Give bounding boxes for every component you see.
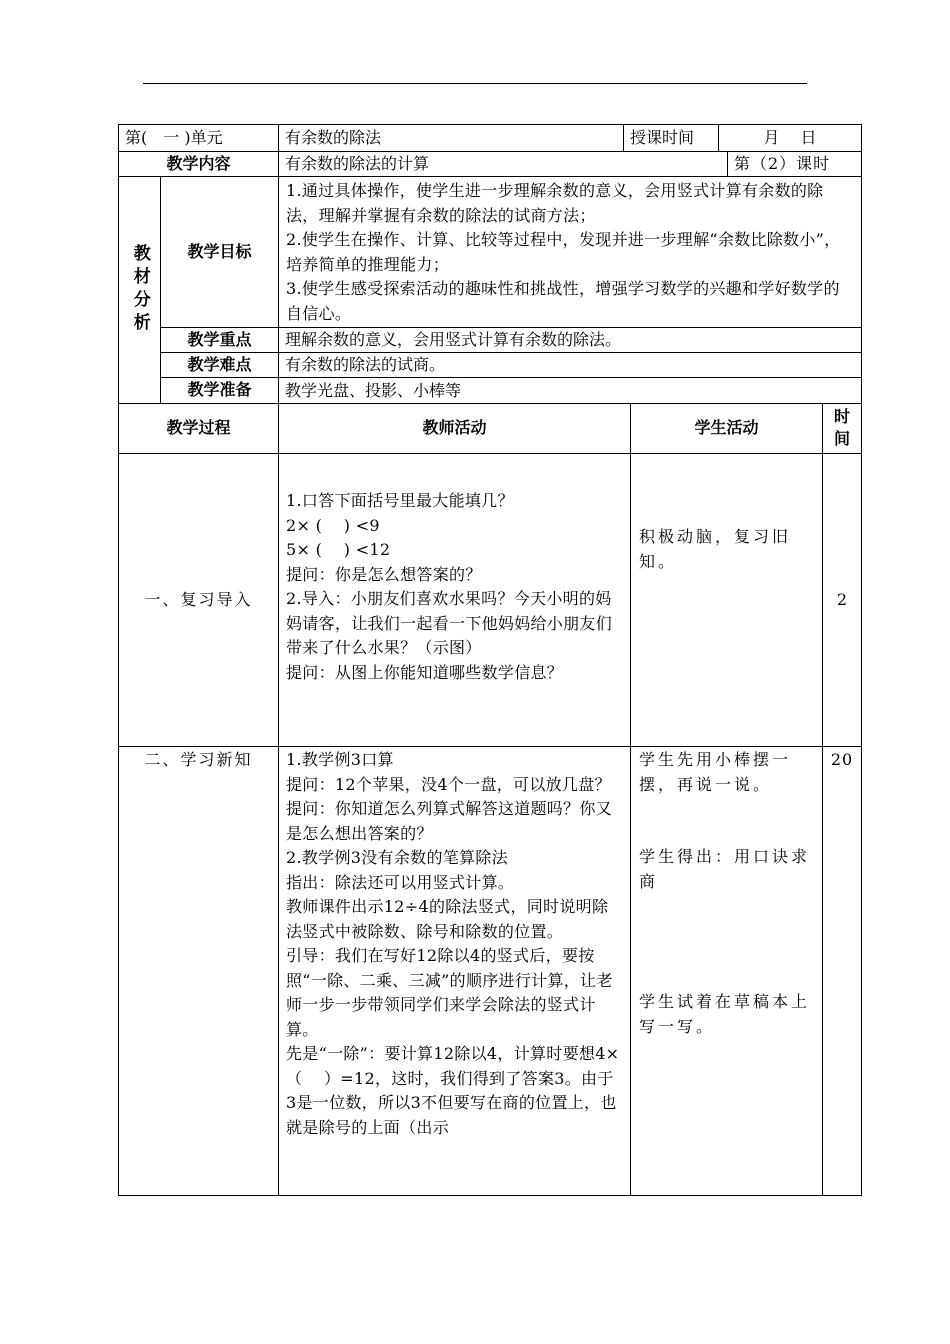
review-line-5: 2.导入：小朋友们喜欢水果吗？今天小明的妈妈请客，让我们一起看一下他妈妈给小朋友们带来了什么水果？（示图） bbox=[286, 589, 613, 657]
key-value: 理解余数的意义，会用竖式计算有余数的除法。 bbox=[278, 327, 862, 353]
time-header-text: 时间 bbox=[834, 407, 851, 448]
content-label: 教学内容 bbox=[118, 151, 279, 177]
review-line-3: 5× ( ) <12 bbox=[286, 540, 391, 559]
review-line-2: 2× ( ) <9 bbox=[286, 515, 380, 535]
goals-label: 教学目标 bbox=[160, 176, 279, 328]
header-rule bbox=[143, 83, 807, 84]
unit-cell: 第( 一 )单元 bbox=[118, 124, 279, 152]
goal-3: 3.使学生感受探索活动的趣味性和挑战性，增强学习数学的兴趣和学好数学的自信心。 bbox=[286, 279, 840, 323]
period-cell: 第（2）课时 bbox=[727, 151, 862, 177]
time-new: 20 bbox=[822, 746, 862, 1196]
student-activity-review bbox=[630, 453, 823, 747]
goal-1: 1.通过具体操作，使学生进一步理解余数的意义，会用竖式计算有余数的除法，理解并掌握有余数的除法的试商方法； bbox=[286, 181, 824, 225]
new-student-2: 学生得出：用口诀求商 bbox=[639, 847, 811, 891]
analysis-side-label: 教材分析 bbox=[118, 176, 161, 404]
process-header: 教学过程 bbox=[118, 403, 279, 454]
new-line-7: 引导：我们在写好12除以4的竖式后，要按照“一除、二乘、三减”的顺序进行计算，让老师一步一步带领同学们来学会除法的竖式计算。 bbox=[286, 946, 613, 1039]
goal-2: 2.使学生在操作、计算、比较等过程中，发现并进一步理解“余数比除数小”，培养简单的推理能力； bbox=[286, 230, 841, 274]
prep-value: 教学光盘、投影、小棒等 bbox=[278, 377, 862, 404]
time-label-cell: 授课时间 bbox=[623, 124, 719, 152]
difficulty-value: 有余数的除法的试商。 bbox=[278, 352, 862, 378]
stage-review: 一、复习导入 bbox=[118, 453, 279, 747]
new-student-1: 学生先用小棒摆一摆，再说一说。 bbox=[639, 750, 792, 794]
time-header bbox=[822, 403, 862, 454]
teacher-activity-new bbox=[278, 746, 631, 1196]
topic-cell: 有余数的除法 bbox=[278, 124, 624, 152]
new-line-6: 教师课件出示12÷4的除法竖式，同时说明除法竖式中被除数、除号和除数的位置。 bbox=[286, 897, 609, 941]
difficulty-label: 教学难点 bbox=[160, 352, 279, 378]
new-line-3: 提问：你知道怎么列算式解答这道题吗？你又是怎么想出答案的？ bbox=[286, 799, 613, 843]
review-line-6: 提问：从图上你能知道哪些数学信息？ bbox=[286, 662, 564, 682]
content-value: 有余数的除法的计算 bbox=[278, 151, 728, 177]
review-student-1: 积极动脑，复习旧知。 bbox=[639, 527, 792, 571]
date-cell: 月 日 bbox=[718, 124, 862, 152]
lesson-plan-table bbox=[118, 124, 862, 1196]
prep-label: 教学准备 bbox=[160, 377, 279, 404]
student-activity-new bbox=[630, 746, 823, 1196]
student-header: 学生活动 bbox=[630, 403, 823, 454]
new-line-2: 提问：12个苹果，没4个一盘，可以放几盘？ bbox=[286, 774, 611, 794]
new-line-4: 2.教学例3没有余数的笔算除法 bbox=[286, 848, 508, 867]
new-line-1: 1.教学例3口算 bbox=[286, 750, 394, 769]
key-label: 教学重点 bbox=[160, 327, 279, 353]
new-line-5: 指出：除法还可以用竖式计算。 bbox=[286, 872, 515, 892]
time-review: 2 bbox=[822, 453, 862, 747]
teacher-activity-review bbox=[278, 453, 631, 747]
new-line-8: 先是“一除”：要计算12除以4，计算时要想4×（ ）=12，这时，我们得到了答案3。由于3是一位数，所以3不但要写在商的位置上，也就是除号的上面（出示 bbox=[286, 1044, 620, 1137]
teacher-header: 教师活动 bbox=[278, 403, 631, 454]
goals-text bbox=[278, 176, 862, 328]
review-line-1: 1.口答下面括号里最大能填几？ bbox=[286, 491, 514, 510]
new-student-3: 学生试着在草稿本上写一写。 bbox=[639, 992, 811, 1036]
stage-new-knowledge: 二、学习新知 bbox=[118, 746, 279, 1196]
review-line-4: 提问：你是怎么想答案的？ bbox=[286, 564, 482, 584]
